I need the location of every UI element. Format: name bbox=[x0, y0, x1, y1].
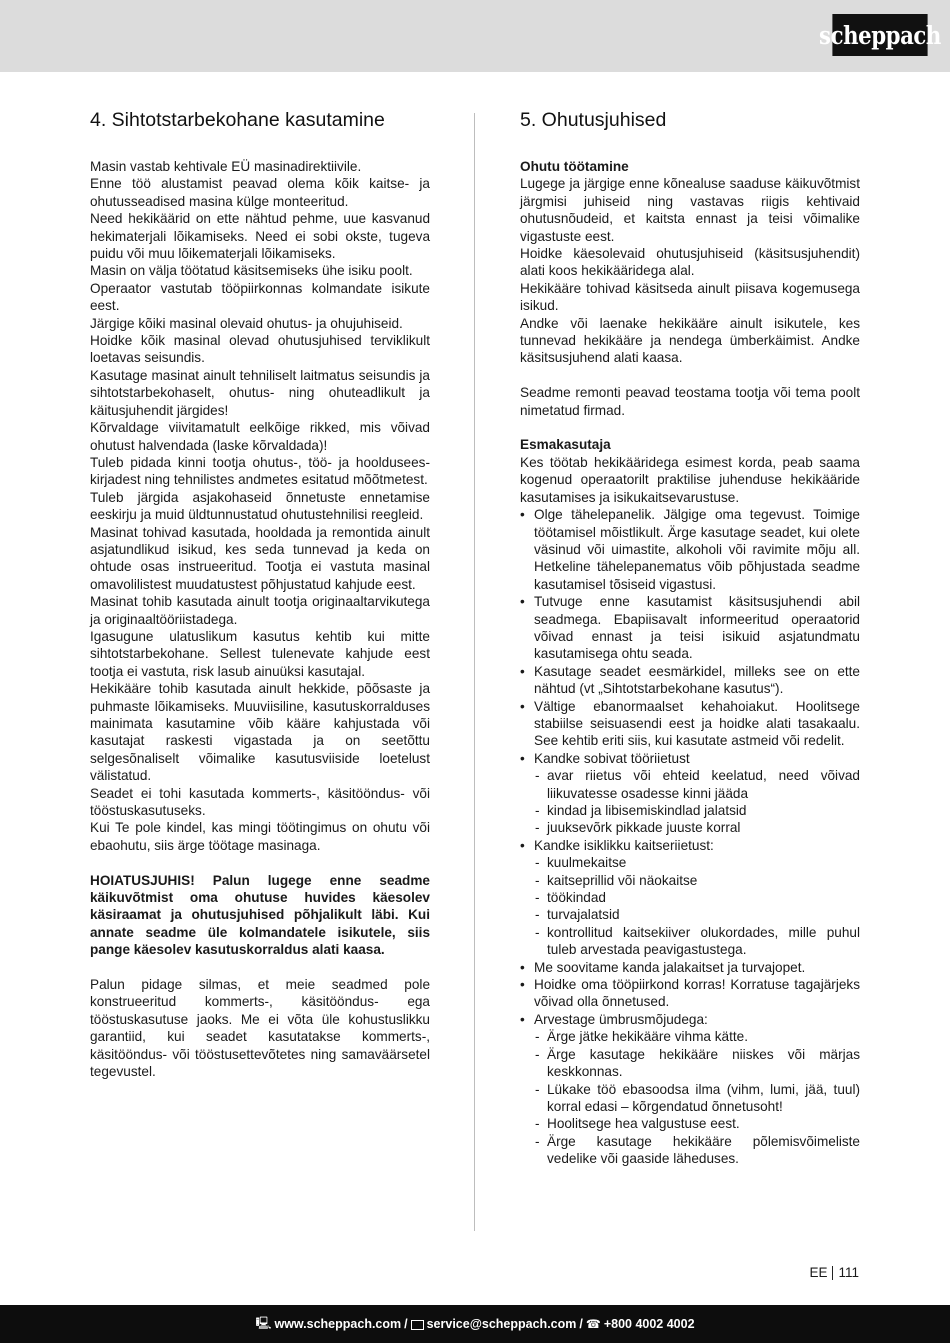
footer-bar bbox=[0, 1305, 950, 1343]
paragraph: Lugege ja järgige enne kõnealuse saaduse käikuvõtmist järgmisi juhiseid ning vastavas riigis kehtivaid ohutusnõudeid, et kaitsta ennast ja teisi võimalike vigastuste eest. bbox=[520, 176, 860, 244]
paragraph: Hekikääre tohib kasutada ainult hekkide, põõsaste ja puhmaste lõikamiseks. Muuviisiline, kasutuskorralduses mainimata kasutamine võib kääre kahjustada või kasutajat raskesti vigastada ja on seetõttu selgesõnaliselt võimalike kasutusviiside loetelust välistatud. bbox=[90, 681, 430, 784]
sub-list-item: - Ärge kasutage hekikääre põlemisvõimeliste vedelike või gaaside läheduses. bbox=[520, 1133, 860, 1168]
paragraph: Järgige kõiki masinal olevaid ohutus- ja ohujuhiseid. bbox=[90, 315, 403, 331]
sub-list-item: - Lükake töö ebasoodsa ilma (vihm, lumi, jää, tuul) korral edasi – kõrgendatud õnnetusoht! bbox=[520, 1081, 860, 1116]
sub-list-item: - kontrollitud kaitsekiiver olukordades, mille puhul tuleb arvestada peavigastustega. bbox=[520, 924, 860, 959]
paragraph: Seadet ei tohi kasutada kommerts-, käsitööndus- või tööstuskasutuseks. bbox=[90, 785, 430, 819]
footer-separator: / bbox=[404, 1317, 408, 1331]
repair-paragraph: Seadme remonti peavad teostama tootja või tema poolt nimetatud firmad. bbox=[520, 385, 860, 418]
paragraph: Masinat tohivad kasutada, hooldada ja remontida ainult asjatundlikud isikud, kes seda tunnevad ja keda on ohtude osas instrueeritud. Tootja ei vastuta masinal omavolilistest muudatustest põhjustatud kahjude eest. bbox=[90, 524, 430, 592]
language-code: EE bbox=[809, 1265, 828, 1280]
paragraph: Andke või laenake hekikääre ainult isikutele, kes tunnevad hekikääre ja nendega ümberkäimist. Andke käsitsusjuhend alati kaasa. bbox=[520, 315, 860, 366]
sub-list-item: - juuksevõrk pikkade juuste korral bbox=[520, 819, 860, 836]
list-item: • Kandke isiklikku kaitseriietust: bbox=[520, 837, 860, 854]
sub-list-item: - kuulmekaitse bbox=[520, 854, 860, 871]
section-4-heading: 4. Sihtotstarbekohane kasutamine bbox=[90, 109, 385, 131]
email-link[interactable]: service@scheppach.com bbox=[426, 1317, 577, 1331]
list-item: • Hoidke oma tööpiirkond korras! Korratuse tagajärjeks võivad olla õnnetused. bbox=[520, 976, 860, 1011]
page-number bbox=[809, 1265, 859, 1280]
computer-icon: 🖳 bbox=[255, 1315, 272, 1330]
paragraph: Masinat tohib kasutada ainult tootja originaaltarvikutega ja originaaltööriistadega. bbox=[90, 594, 430, 627]
sub-list-item: - avar riietus või ehteid keelatud, need võivad liikuvatesse osadesse kinni jääda bbox=[520, 767, 860, 802]
list-item: • Vältige ebanormaalset kehahoiakut. Hoolitsege stabiilse seisuasendi eest ja hoidke alati tasakaalu. See kehtib eriti siis, kui kasutate astmeid või redelit. bbox=[520, 698, 860, 750]
paragraph: Hoidke kõik masinal olevad ohutusjuhised terviklikult loetavas seisundis. bbox=[90, 333, 430, 366]
first-user-subheading: Esmakasutaja bbox=[520, 437, 611, 453]
website-link[interactable]: www.scheppach.com bbox=[274, 1317, 402, 1331]
sub-list-item: - kaitseprillid või näokaitse bbox=[520, 872, 860, 889]
footer-separator: / bbox=[579, 1317, 583, 1331]
sub-list-item: - töökindad bbox=[520, 889, 860, 906]
list-item: • Tutvuge enne kasutamist käsitsusjuhendi abil seadmega. Ebapiisavalt informeeritud operaatorid võivad ennast ja teisi isikuid asjatundmatu kasutamisega ohtu seada. bbox=[520, 593, 860, 663]
safe-work-subheading: Ohutu töötamine bbox=[520, 159, 629, 174]
paragraph: Enne töö alustamist peavad olema kõik kaitse- ja ohutusseadised masina külge monteeritud. bbox=[90, 176, 430, 209]
paragraph: Need hekikäärid on ette nähtud pehme, uue kasvanud hekimaterjali lõikamiseks. Need ei sobi okste, tugeva puidu või muu lõikematerjali lõikamiseks. bbox=[90, 211, 430, 262]
paragraph: Hekikääre tohivad käsitseda ainult piisava kogemusega isikud. bbox=[520, 280, 860, 314]
paragraph: Tuleb pidada kinni tootja ohutus-, töö- ja hooldusees-kirjadest ning tehnilistes andmetes esitatud mõõtmetest. bbox=[90, 454, 430, 488]
sub-list-item: - Ärge jätke hekikääre vihma kätte. bbox=[520, 1028, 860, 1045]
paragraph: Kõrvaldage viivitamatult eelkõige rikked, mis võivad ohutust halvendada (laske kõrvaldada)! bbox=[90, 420, 430, 453]
envelope-icon bbox=[411, 1320, 424, 1330]
sub-list-item: - turvajalatsid bbox=[520, 906, 860, 923]
sub-list-item: - Ärge kasutage hekikääre niiskes või märjas keskkonnas. bbox=[520, 1046, 860, 1081]
left-column bbox=[90, 108, 430, 1081]
list-item: • Arvestage ümbrusmõjudega: bbox=[520, 1011, 860, 1028]
paragraph: Kes töötab hekikääridega esimest korda, peab saama kogenud operaatorilt praktilise juhenduse hekikääride kasutamises ja isikukaitsevarustuse. bbox=[520, 454, 860, 505]
list-item: • Kandke sobivat tööriietust bbox=[520, 750, 860, 767]
sub-list-item: - kindad ja libisemiskindlad jalatsid bbox=[520, 802, 860, 819]
column-divider bbox=[474, 113, 475, 1231]
paragraph: Igasugune ulatuslikum kasutus kehtib kui mitte sihtotstarbekohane. Sellest tulenevate kahjude eest tootja ei vastuta, risk lasub ainuüksi kasutajal. bbox=[90, 628, 430, 679]
phone-number[interactable]: +800 4002 4002 bbox=[603, 1317, 695, 1331]
page-number-value: 111 bbox=[838, 1265, 859, 1280]
list-item: • Kasutage seadet eesmärkidel, milleks see on ette nähtud (vt „Sihtotstarbekohane kasutus“). bbox=[520, 663, 860, 698]
safety-list bbox=[520, 506, 860, 1167]
page-number-divider bbox=[832, 1266, 833, 1280]
scheppach-logo: scheppach bbox=[832, 14, 927, 56]
paragraph: Tuleb järgida asjakohaseid õnnetuste ennetamise eeskirju ja muid üldtunnustatud ohutustehnilisi reeglеid. bbox=[90, 489, 430, 523]
paragraph: Kui Te pole kindel, kas mingi töötingimus on ohutu või ebaohutu, siis ärge töötage masinaga. bbox=[90, 820, 430, 853]
list-item: • Olge tähelepanelik. Jälgige oma tegevust. Toimige töötamisel mõistlikult. Ärge kasutage seadet, kui olete väsinud või uimastite, alkoholi või ravimite mõju all. Hetkeline tähelepanematus võib põhjustada seadme kasutamisel tõsiseid vigastusi. bbox=[520, 506, 860, 593]
list-item: • Me soovitame kanda jalakaitset ja turvajopet. bbox=[520, 959, 860, 976]
paragraph: Operaator vastutab tööpiirkonnas kolmandate isikute eest. bbox=[90, 280, 430, 314]
sub-list-item: - Hoolitsege hea valgustuse eest. bbox=[520, 1115, 860, 1132]
paragraph: Kasutage masinat ainult tehniliselt laitmatus seisundis ja sihtotstarbekohaselt, ohutus- ning ohuteadlikult ja käitusjuhendit järgides! bbox=[90, 367, 430, 418]
header-bar bbox=[0, 0, 950, 72]
right-column bbox=[520, 108, 860, 1168]
commercial-use-note: Palun pidage silmas, et meie seadmed pole konstrueeritud kommerts-, käsitööndus- ega tööstuskasutuse jaoks. Me ei võta üle kohustuslikku garantiid, kui seadet kasutatakse kommerts-, käsitööndus- või tööstusettevõtetes ning samaväärsetel tegevustel. bbox=[90, 977, 430, 1080]
paragraph: Hoidke käesolevaid ohutusjuhiseid (käsitsusjuhendit) alati koos hekikääridega alal. bbox=[520, 246, 860, 279]
warning-notice: HOIATUSJUHIS! Palun lugege enne seadme käikuvõtmist oma ohutuse huvides käesolev käsiraamat ja ohutusjuhised põhjalikult läbi. Kui annate seadme üle kolmandatele isikutele, siis pange käesolev kasutuskorraldus alati kaasa. bbox=[90, 872, 430, 958]
section-5-heading: 5. Ohutusjuhised bbox=[520, 109, 667, 131]
paragraph: Masin vastab kehtivale EÜ masinadirektiivile. bbox=[90, 159, 362, 174]
telephone-icon: ☎ bbox=[585, 1317, 601, 1331]
paragraph: Masin on välja töötatud käsitsemiseks ühe isiku poolt. bbox=[90, 263, 413, 279]
